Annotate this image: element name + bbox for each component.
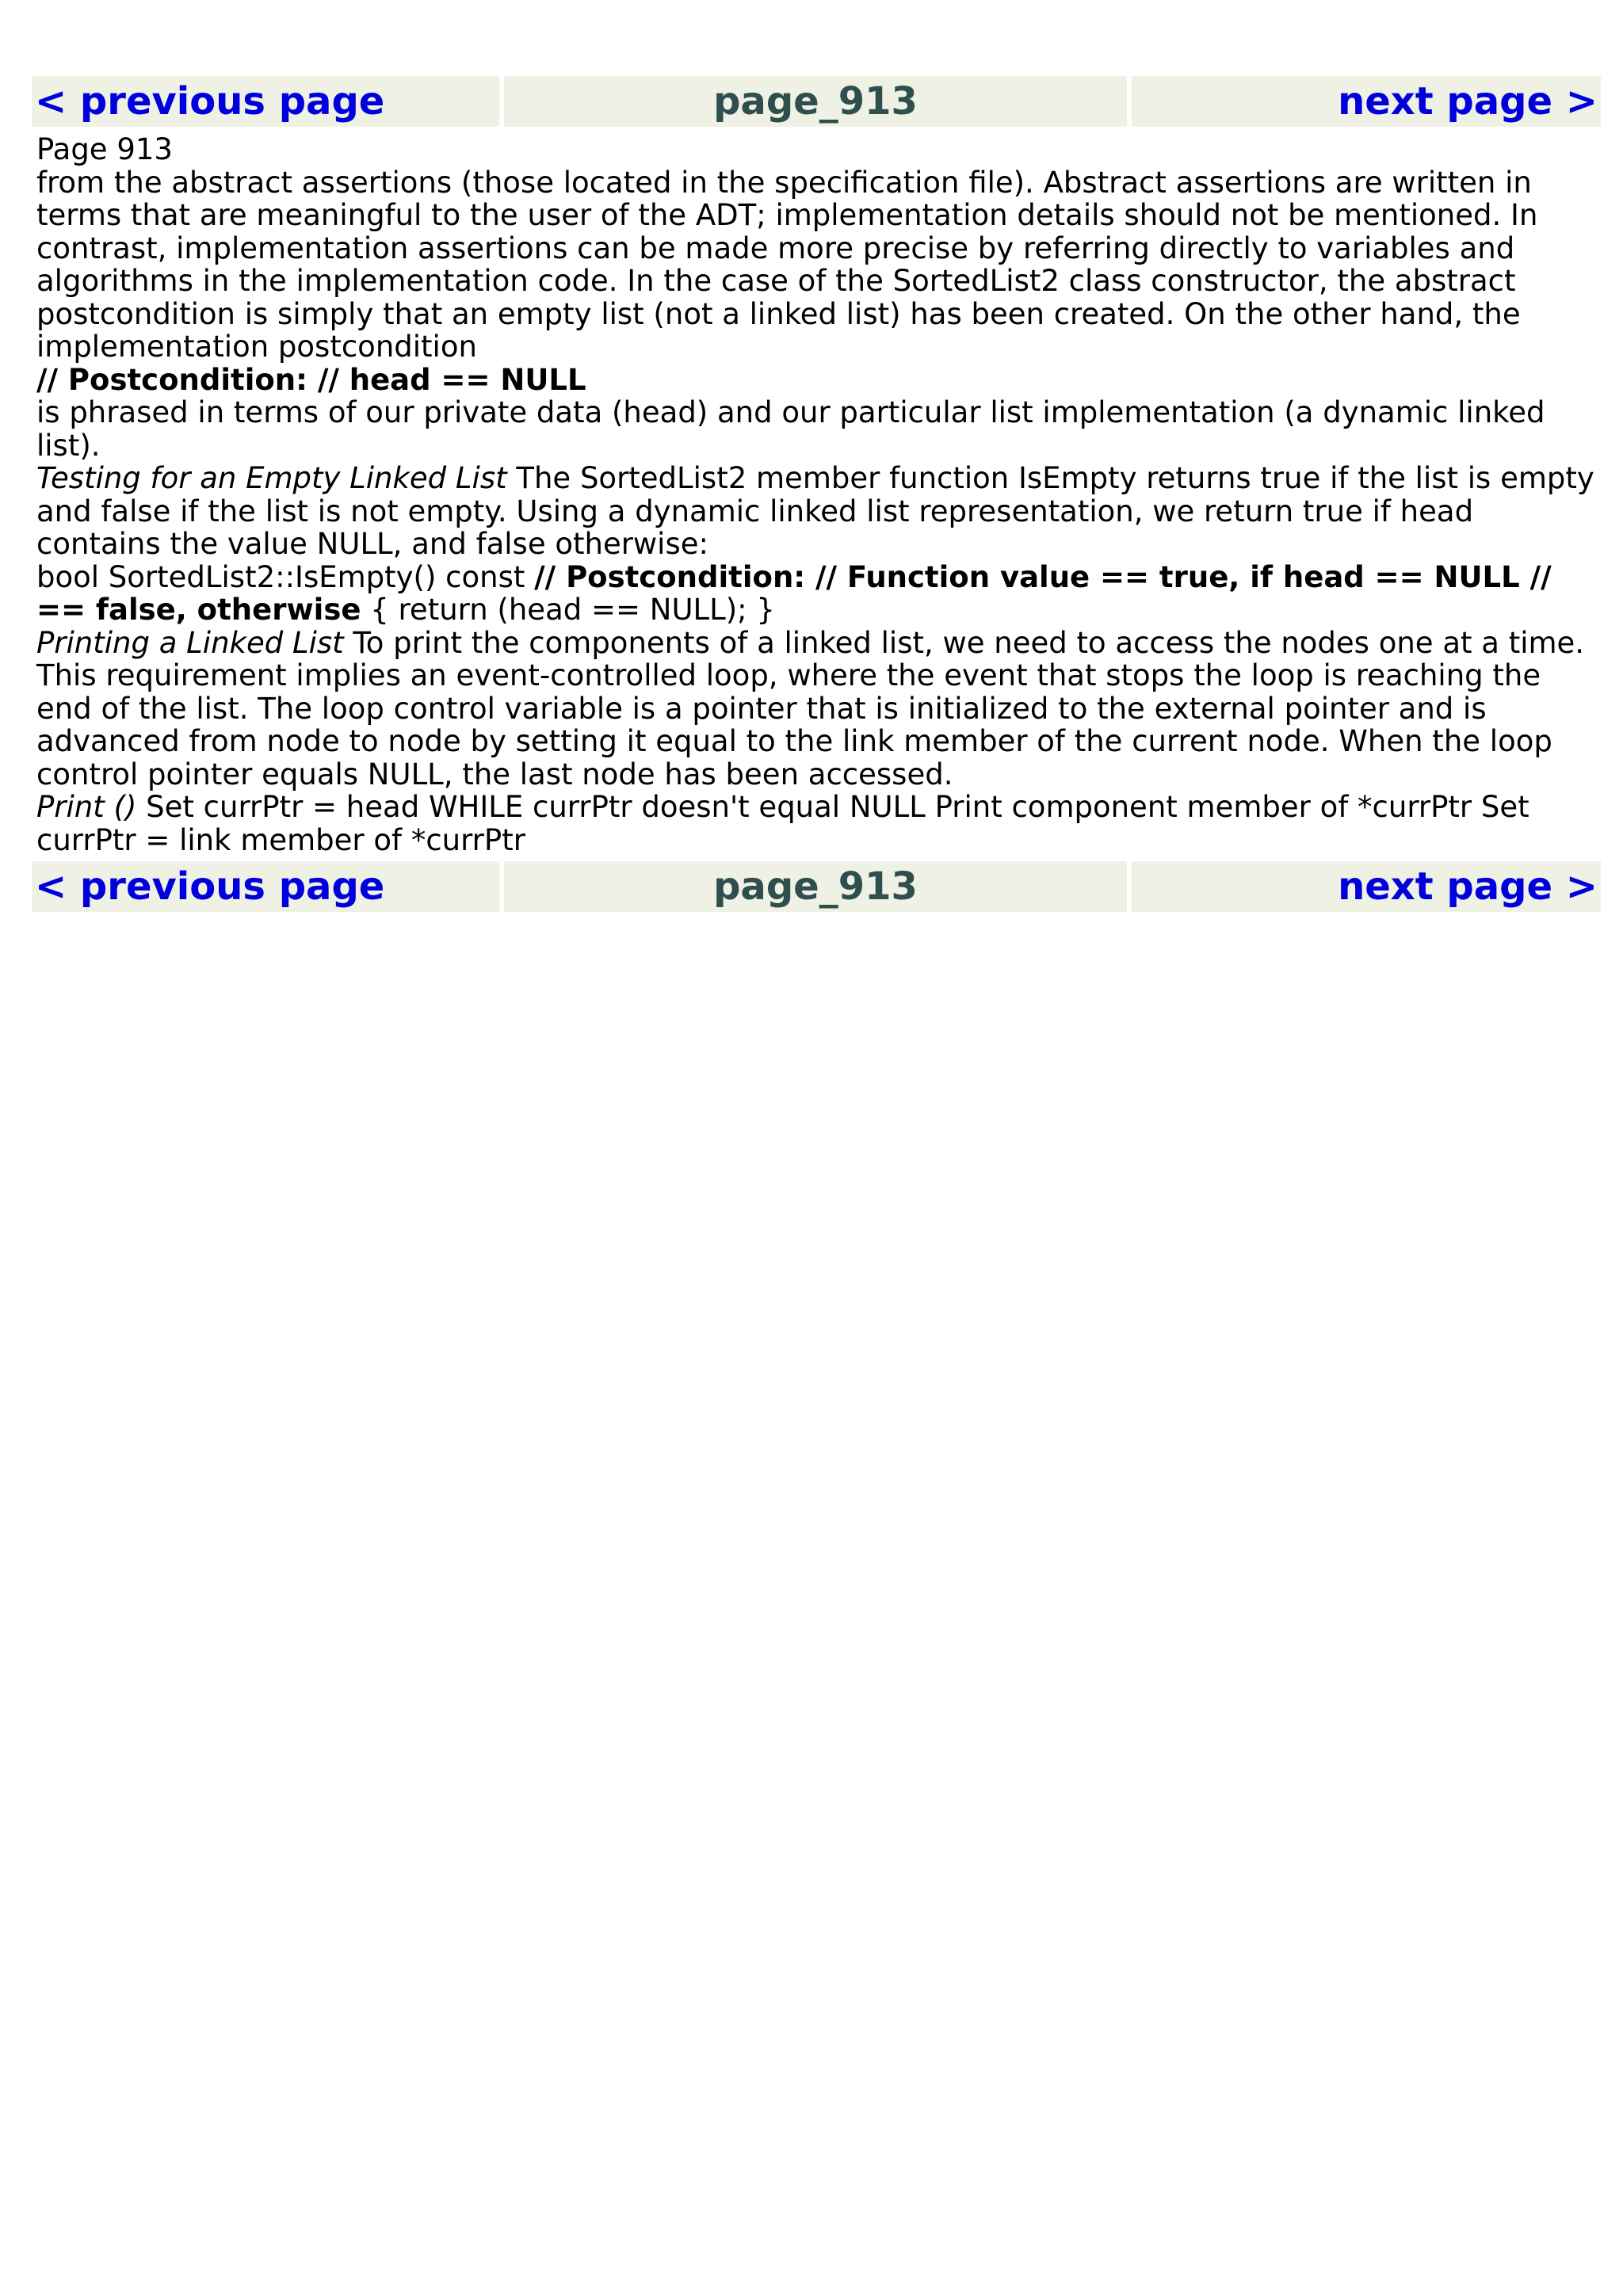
page-number: Page 913: [36, 132, 173, 166]
page-content: [32, 127, 1598, 856]
page-wrapper: [32, 76, 1601, 912]
bottom-page-indicator: page_913: [504, 861, 1127, 912]
code-isempty-signature: bool SortedList2::IsEmpty() const: [36, 559, 535, 594]
heading-testing-empty-list: Testing for an Empty Linked List: [36, 461, 507, 495]
previous-page-link-bottom[interactable]: < previous page: [35, 864, 385, 909]
code-isempty-postcondition: // Postcondition: // Function value == true, if head == NULL // == false, otherwise: [36, 559, 1552, 627]
top-next-cell: [1132, 76, 1601, 127]
code-isempty-body: { return (head == NULL); }: [361, 593, 775, 627]
paragraph-private-data: is phrased in terms of our private data (head) and our particular list implementation (a dynamic linked list).: [36, 395, 1545, 463]
paragraph-abstract-assertions: from the abstract assertions (those located in the specification file). Abstract assertions are written in terms that are meaningful to the user of the ADT; implementation details should not be mentioned. In contrast, implementation assertions can be made more precise by referring directly to variables and algorithms in the implementation code. In the case of the SortedList2 class constructor, the abstract postcondition is simply that an empty list (not a linked list) has been created. On the other hand, the implementation postcondition: [36, 165, 1538, 364]
next-page-link[interactable]: next page >: [1338, 79, 1598, 124]
bottom-prev-cell: [32, 861, 499, 912]
top-prev-cell: [32, 76, 499, 127]
next-page-link-bottom[interactable]: next page >: [1338, 864, 1598, 909]
bottom-next-cell: [1132, 861, 1601, 912]
paragraph-testing-empty: [36, 462, 1598, 561]
bottom-navigation-bar: [32, 861, 1601, 912]
heading-printing-linked-list: Printing a Linked List: [36, 625, 344, 660]
text-testing-empty: The SortedList2 member function IsEmpty returns true if the list is empty and false if the list is not empty. Using a dynamic linked list representation, we return true if head contains the value NULL, and false otherwise:: [36, 461, 1594, 561]
algorithm-print: [36, 791, 1598, 856]
text-printing-list: To print the components of a linked list, we need to access the nodes one at a time. This requirement implies an event-controlled loop, where the event that stops the loop is reaching the end of the list. The loop control variable is a pointer that is initialized to the external pointer and is advanced from node to node by setting it equal to the link member of the current node. When the loop control pointer equals NULL, the last node has been accessed.: [36, 625, 1585, 791]
paragraph-printing-list: [36, 627, 1598, 791]
code-isempty-function: [36, 561, 1598, 627]
code-postcondition-head: // Postcondition: // head == NULL: [36, 362, 586, 397]
text-print-algorithm: Set currPtr = head WHILE currPtr doesn't equal NULL Print component member of *currPtr Set currPtr = link member of *currPtr: [36, 790, 1529, 857]
previous-page-link[interactable]: < previous page: [35, 79, 385, 124]
heading-print-algorithm: Print (): [36, 790, 137, 824]
top-navigation-bar: [32, 76, 1601, 127]
top-page-indicator: page_913: [504, 76, 1127, 127]
